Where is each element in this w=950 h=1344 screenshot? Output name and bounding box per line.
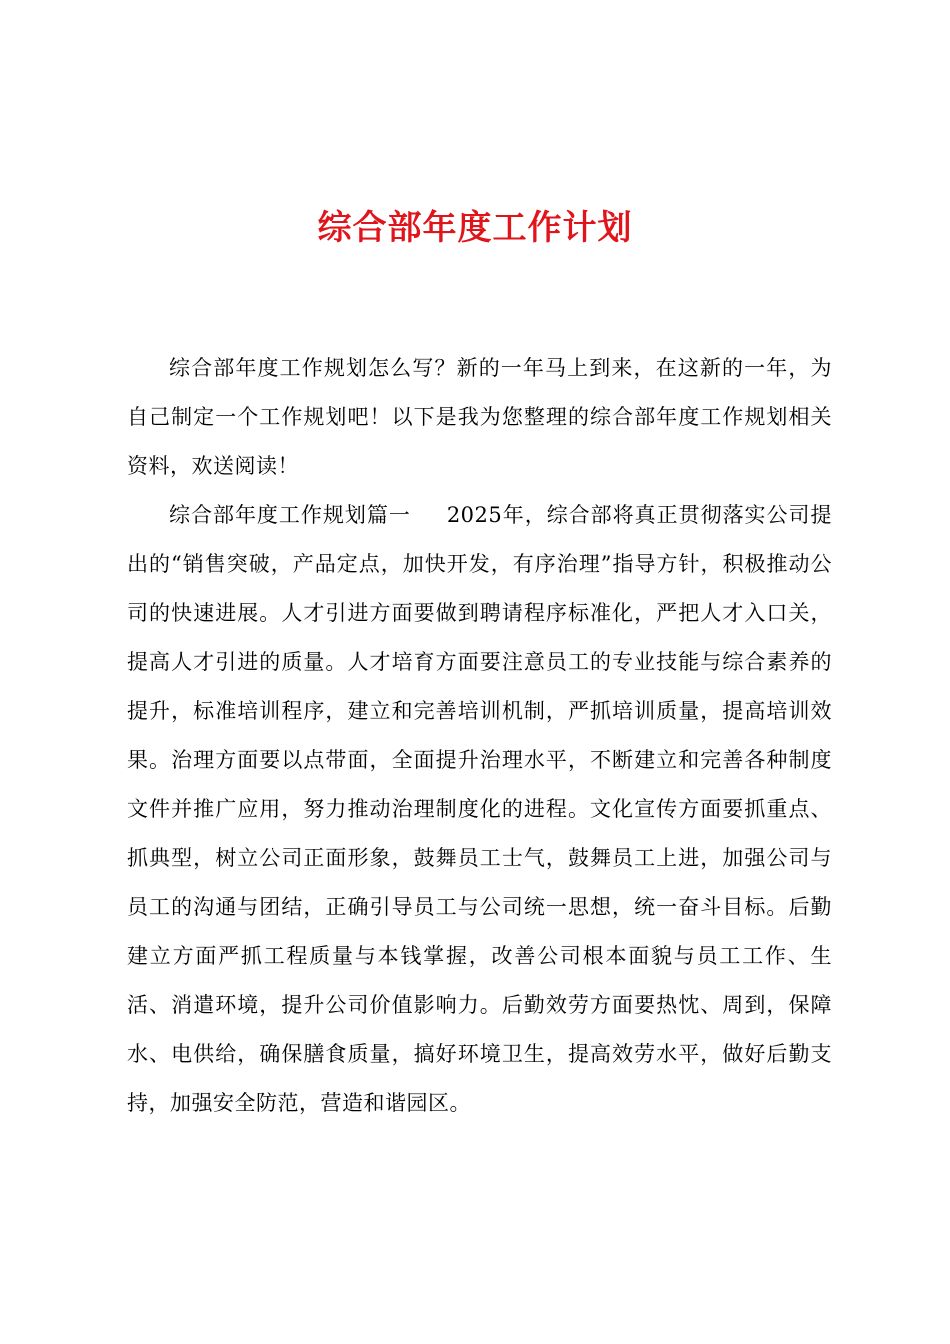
- document-body: [127, 344, 832, 1128]
- section-heading: 综合部年度工作规划篇一: [169, 503, 411, 527]
- section-paragraph-text: 2025年，综合部将真正贯彻落实公司提出的“销售突破，产品定点，加快开发，有序治理”指导方针，积极推动公司的快速进展。人才引进方面要做到聘请程序标准化，严把人才入口关，提高人才引进的质量。人才培育方面要注意员工的专业技能与综合素养的提升，标准培训程序，建立和完善培训机制，严抓培训质量，提高培训效果。治理方面要以点带面，全面提升治理水平，不断建立和完善各种制度文件并推广应用，努力推动治理制度化的进程。文化宣传方面要抓重点、抓典型，树立公司正面形象，鼓舞员工士气，鼓舞员工上进，加强公司与员工的沟通与团结，正确引导员工与公司统一思想，统一奋斗目标。后勤建立方面严抓工程质量与本钱掌握，改善公司根本面貌与员工工作、生活、消遣环境，提升公司价值影响力。后勤效劳方面要热忱、周到，保障水、电供给，确保膳食质量，搞好环境卫生，提高效劳水平，做好后勤支持，加强安全防范，营造和谐园区。: [127, 503, 832, 1115]
- document-title: 综合部年度工作计划: [317, 208, 633, 248]
- section-paragraph: [127, 491, 832, 1128]
- intro-paragraph-text: 综合部年度工作规划怎么写？新的一年马上到来，在这新的一年，为自己制定一个工作规划吧！以下是我为您整理的综合部年度工作规划相关资料，欢送阅读！: [127, 356, 832, 478]
- intro-paragraph: [127, 344, 832, 491]
